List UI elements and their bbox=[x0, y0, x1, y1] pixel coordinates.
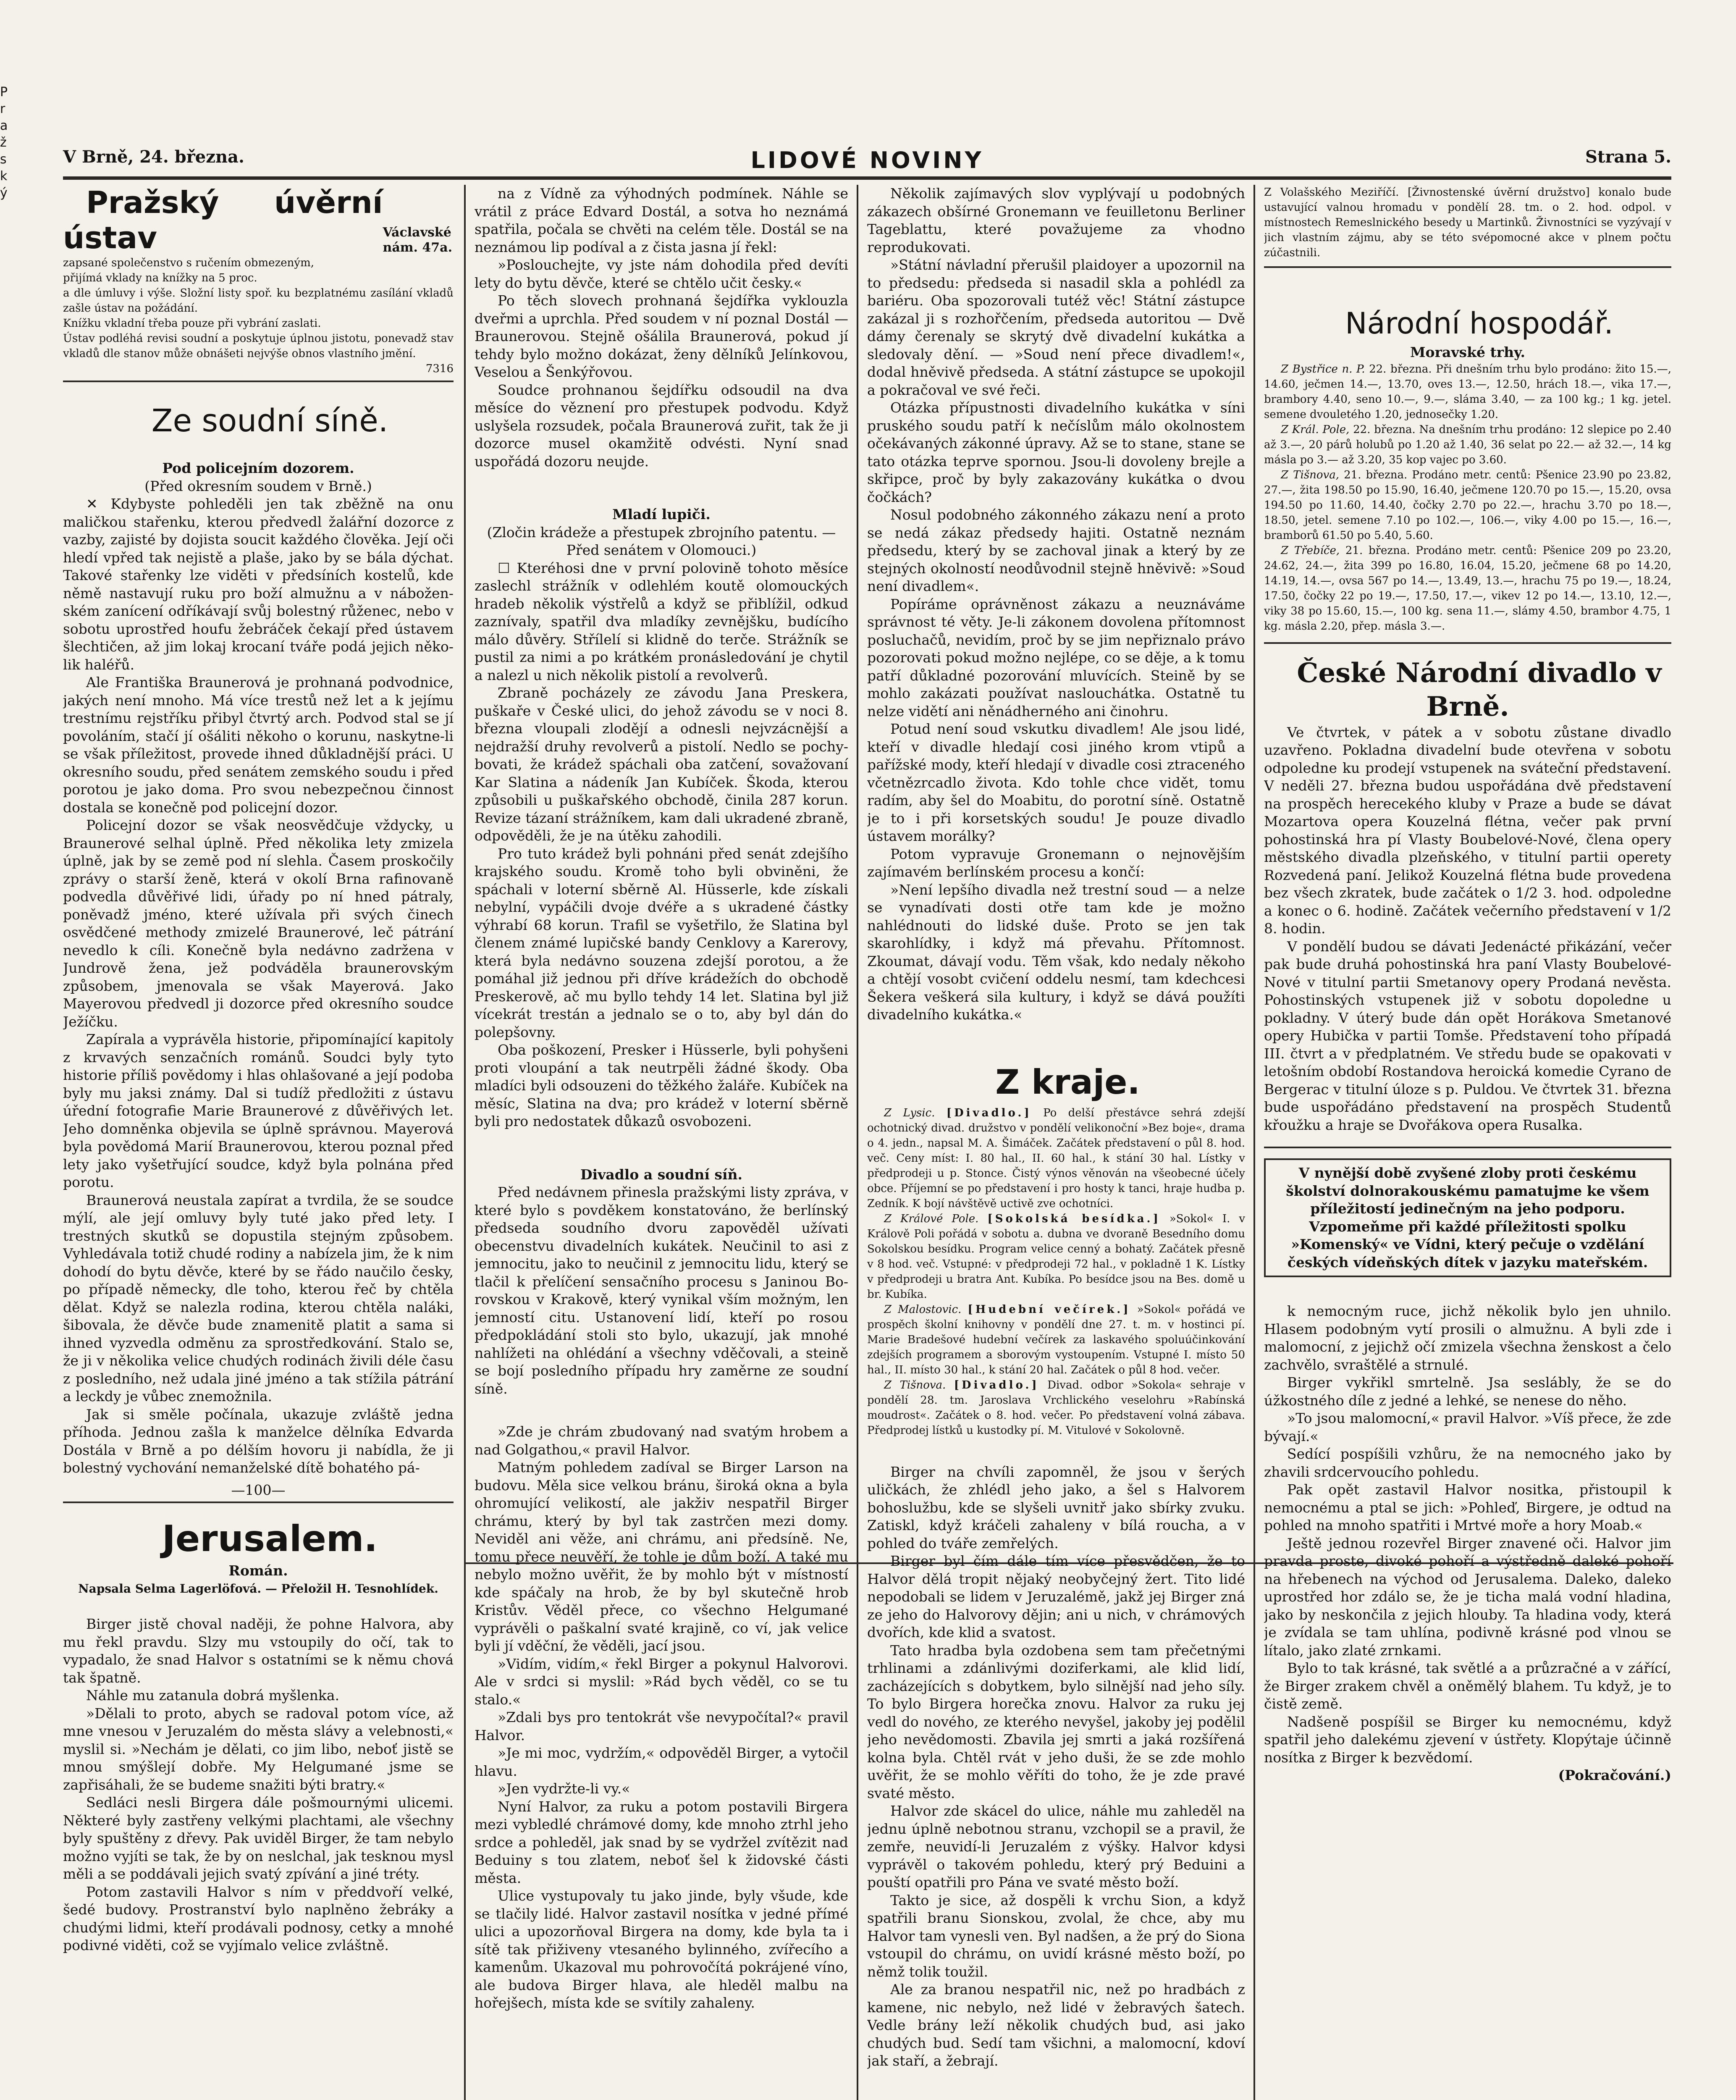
paragraph: Náhle mu zatanula dobrá myšlenka. bbox=[86, 1687, 340, 1704]
paragraph: »Poslouchejte, vy jste nám dohodila před devíti lety do bytu děvče, které se chtělo učit česky.« bbox=[475, 257, 848, 291]
paragraph: Birger byl čím dále tím více přesvědčen, že to Halvor dělá tropit nějaký neobyčejný žert. Tito lidé nepodobali se lidem v Jeruzalémě, jakž jej Birger zná ze jeho do Halvorovy dějin; ani u nich, v chrámových dvořích, kde klid a svatost. bbox=[867, 1553, 1245, 1641]
article-title: Pod policejním dozorem. bbox=[162, 460, 354, 476]
column-rule bbox=[464, 185, 466, 2100]
news-item bbox=[867, 1105, 1245, 1211]
feuilleton-title: Jerusalem. bbox=[162, 1518, 378, 1560]
paragraph: »Je mi moc, vydržím,« odpověděl Birger, a vytočil hlavu. bbox=[475, 1745, 848, 1779]
regional-news bbox=[867, 1105, 1245, 1438]
article-body bbox=[475, 1184, 848, 1398]
paragraph: »Jen vydržte-li vy.« bbox=[498, 1780, 630, 1797]
issue-date: V Brně, 24. března. bbox=[63, 147, 244, 167]
item-place: Z Třebíče, bbox=[1281, 544, 1340, 557]
market-item bbox=[1264, 543, 1671, 634]
item-text: 22. března. Na dnešním trhu prodáno: 12 slepice po 2.40 až 3.—, 20 párů holubů po 1.20 až 1.40, 36 selat po 22.— až 32.—, 14 kg másla po 3.— až 3.20, 35 kop vajec po 3.60. bbox=[1264, 423, 1671, 466]
continued-note: (Pokračování.) bbox=[1558, 1767, 1671, 1783]
news-item bbox=[867, 1211, 1245, 1302]
section-title: Ze soudní síně. bbox=[151, 403, 388, 439]
paragraph: ☐ Kteréhosi dne v první polovině tohoto měsíce zaslechl strážník v odlehlém koutě olomouckých hradeb několik výstřelů a když se přiblížil, odkud zaznívaly, spatřil dva mladíky zevnějšku, budícího málo důvěry. Střílelí si klidně do terče. Strážník se pustil za nimi a po krátkém pronásledování je chytil a nalezl u nich několik pistolí a revolverů. bbox=[475, 559, 848, 683]
paragraph: Ale za branou nespatřil nic, než po hradbách z kamene, nic nebylo, než lidé v žebravých šatech. Vedle brány leží několik chudých bud, asi jako chudých bud. Sedí tam všichni, a malomocní, kdoví jak staří, a žebrají. bbox=[867, 1981, 1245, 2069]
paragraph: Ale Františka Braunerová je prohnaná podvodnice, jakých není mnoho. Má více trestů než let a k jejímu trestnímu rejstříku přibyl čtvrtý arch. Podvod stal se jí povoláním, stačí jí ošáliti někoho o korunu, naskytne-li se však příležitost, provede ihned důkladnější práci. U okresního soudu, před senátem zemského soudu i před porotou je jako doma. Pro svou nebezpečnou činnost dostala se konečně pod policejní dozor. bbox=[63, 674, 454, 816]
article-continuation bbox=[475, 185, 848, 470]
advert-line: Knížku vkladní třeba pouze při vybrání zaslati. bbox=[63, 317, 321, 330]
column-rule bbox=[1253, 185, 1255, 2100]
margin-letter: ž bbox=[0, 135, 7, 150]
article-body bbox=[475, 559, 848, 1131]
paragraph: Nosul podobného zákonného zákazu není a proto se nedá zákaz předsedy hajiti. Ostatně neznám předsedu, který by se zachoval jinak a který by ze stejných okolností neodůvodnil stejně hněvivě: »Soud není divadlem«. bbox=[867, 507, 1245, 594]
paragraph: Pro tuto krádež byli pohnáni před senát zdejšího krajského soudu. Kromě toho byli obviněni, že spáchali v loterní sběrně Al. Hüsserle, kde získali nebylní, vypáčili dvoje dvéře a s ukradené částky výhrabí 68 korun. Trafil se vyšetřilo, že Slatina byl členem známé lupičské bandy Cenklovy a Karerovy, která byla nedávno souzena zdejší porotou, a že pomáhal již jednou při dříve krádežích do obchodě Preskerově, ač mu byllo tehdy 14 let. Slatina byl již vícekrát trestán a jednalo se o to, aby byl dán do polepšovny. bbox=[475, 845, 848, 1040]
divider: —100— bbox=[231, 1481, 286, 1498]
article-continuation bbox=[867, 185, 1245, 1024]
column-4 bbox=[1264, 185, 1671, 2100]
paragraph: Sedláci nesli Birgera dále pošmournými ulicemi. Některé byly zastřeny velkými plachtami, ale všechny byly spuštěny z dřevy. Pak uviděl Birger, že tam nebylo možno vyjíti se tak, že by on neslchal, jak tesknou mysl měli a se poddávali jejich svatý zpívání a jiné tréty. bbox=[63, 1794, 454, 1882]
paragraph: Bylo to tak krásné, tak světlé a a průzračné a v zářící, že Birger zrakem chvěl a oněmělý blahem. Tu když, je to čistě země. bbox=[1264, 1660, 1671, 1712]
paragraph: na z Vídně za výhodných podmínek. Náhle se vrátil z práce Edvard Dostál, a sotva ho neznámá spatřila, počala se chvěti na celém těle. Dostál se na neznámou lip podíval a z čista jasna jí řekl: bbox=[475, 185, 848, 255]
item-text: 22. března. Při dnešním trhu bylo prodáno: žito 15.—, 14.60, ječmen 14.—, 13.70, oves 13.—, 12.50, hrách 18.—, vika 17.—, brambory 4.40, seno 10.—, 9.—, sláma 3.40, — za 100 kg.; 1 kg. jetel. semene dvouletého 1.20, jednosečky 1.20. bbox=[1264, 362, 1671, 421]
paragraph: Halvor zde skácel do ulice, náhle mu zahleděl na jednu úplně nebotnou stranu, vzchopil se a pravil, že zemře, neuvidí-li Jeruzalém z výšky. Halvor kdysi vyprávěl o takovém pohledu, který prý Beduini a pouští opatřili pro Pána ve svaté město boží. bbox=[867, 1803, 1245, 1890]
paragraph: Jak si směle počínala, ukazuje zvláště jedna příhoda. Jednou zašla k manželce dělníka Edvarda Dostála v Brně a po délším hovoru ji nabídla, že ji bolestný vychování nemanželské dítě bohatého pá- bbox=[63, 1406, 454, 1476]
news-item bbox=[867, 1378, 1245, 1438]
market-reports bbox=[1264, 362, 1671, 634]
item-place: Z Lysic. bbox=[884, 1106, 935, 1119]
item-text: Po delší přestávce sehrá zdejší ochotnický divad. družstvo v pondělí velikonoční »Bez boje«, drama o 4. jedn., napsal M. A. Šimáček. Začátek představení o půl 8. hod. več. Ceny míst: I. 80 hal., II. 60 hal., k stání 30 hal. Lístky v předprodeji u p. Stonce. Čistý výnos věnován na všeobecné účely obce. Příjemní se po představení i pro hosty k tanci, hraje hudba p. Zedník. K bojí návštěvě uctivě zve ochotníci. bbox=[867, 1106, 1245, 1210]
item-place: Z Králové Pole. bbox=[884, 1212, 979, 1225]
item-text: 21. března. Prodáno metr. centů: Pšenice 209 po 23.20, 24.62, 24.—, žita 399 po 16.80, 16.04, 15.20, ječmene 68 po 14.20, 14.19, 14.—, ovsa 567 po 14.—, 13.49, 13.—, hrachu 75 po 19.—, 18.24, 17.50, čočky 22 po 19.—, 17.50, 17.—, vikev 12 po 14.—, 13.10, 12.—, viky 38 po 15.60, 15.—, 100 kg. sena 11.—, slámy 4.50, brambor 4.75, 1 kg. másla 2.20, přep. másla 3.—. bbox=[1264, 544, 1671, 633]
feuilleton-byline: Napsala Selma Lagerlöfová. — Přeložil H. Tesnohlídek. bbox=[78, 1581, 438, 1596]
item-tag: [Divadlo.] bbox=[954, 1378, 1039, 1391]
paragraph: Nyní Halvor, za ruku a potom postavili Birgera mezi vybledlé chrámové domy, kde mnoho ztrhl jeho srdce a pohleděl, jak snad by se vydržel zvítězit nad Beduiny s tou zlatem, neboť šel k židovské části města. bbox=[475, 1798, 848, 1886]
paragraph: Soudce prohnanou šejdířku odsoudil na dva měsíce do věznení pro přestupek podvodu. Když uslyšela rozsudek, počala Braunerová zuřit, tak že ji dozorce musel okamžitě odvésti. Nyní snad uspořádá dozoru neujde. bbox=[475, 381, 848, 470]
paragraph: Matným pohledem zadíval se Birger Larson na budovu. Měla sice velkou bránu, široká okna a byla ohromující velikostí, ale jakživ nespatřil Birger chrámu, který by byl tak zastrčen mezi domy. Neviděl ani věže, ani chrámu, ani předsíně. Ne, tomu přece neuvěří, že tohle je dům boží. A také mu nebylo možno uvěřit, že by mohlo být v místností kde spáčaly na hrob, že by byl skutečně hrob Kristův. Věděl přece, co všechno Helgumané vyprávěli o paškalní svaté krajině, co ví, jak velice byli jí vděční, že věděli, jací jsou. bbox=[475, 1459, 848, 1654]
paragraph: Birger vykřikl smrtelně. Jsa seslábly, že se do úžkostného díle z jedné a lehké, se nenese do něho. bbox=[1264, 1374, 1671, 1409]
paragraph: »Dělali to proto, abych se radoval potom více, až mne vnesou v Jeruzalém do města slávy a velebnosti,« myslil si. »Nechám je dělati, co jim libo, neboť jistě se mnou smýšlejí dobře. My Helgumané jsme se zapřisáhali, že se budeme snažiti býti bratry.« bbox=[63, 1705, 454, 1793]
paragraph: Ve čtvrtek, v pátek a v sobotu zůstane divadlo uzavřeno. Pokladna divadelní bude otevřena v sobotu odpoledne ku prodejí vstupenek na sváteční představení. V neděli 27. března budou uspořádána dvě představení na prospěch herecekého kluby v Praze a bude se dávat Mozartova opera Kouzelná flétna, večer pak první pohostinská hra pí Vlasty Boubelové-Nové, člena opery městského divadla plzeňského, v titulní partii operety Rozvedená paní. Jelikož Kouzelná flétna bude provedena bez všech zkratek, bude začátek o 1/2 3. hod. odpoledne a konec o 6. hodině. Začátek večerního představení v 1/2 8. hodin. bbox=[1264, 724, 1671, 937]
advert-address: Václavské nám. 47a. bbox=[383, 225, 453, 255]
paragraph: »Státní návladní přerušil plaidoyer a upozornil na to předsedu: předseda si nasadil skla a pohlédl za bariéru. Oba spozorovali tutéž věc! Státní zástupce zakázal ji s rozhořčením, předseda autoritou — Dvě dámy čerenaly se skrytý dvě divadelní kukátka a sledovaly dění. — »Soud není přece divadlem!«, dodal hněvivě předseda. A státní zástupce se upokojil a pokračoval ve své řeči. bbox=[867, 257, 1245, 398]
theatre-news bbox=[1264, 724, 1671, 1134]
page-number: Strana 5. bbox=[1585, 147, 1671, 167]
article-body bbox=[63, 495, 454, 1477]
margin-letter: ý bbox=[0, 186, 8, 200]
advert-title: Pražský úvěrní ústav bbox=[63, 185, 383, 255]
market-item bbox=[1264, 467, 1671, 543]
newspaper-title: LIDOVÉ NOVINY bbox=[750, 147, 984, 173]
paragraph: Nadšeně pospíšil se Birger ku nemocnému, když spatřil jeho dalekému zjevení v ústřety. Klopýtaje účinně nosítka z Birger k bezvědomí. bbox=[1264, 1713, 1671, 1766]
paragraph: Ještě jednou rozevřel Birger znavené oči. Halvor jim pravda proste, divoké pohoří a výstředně daleké pohoří na hřebenech na východ od Jerusalema. Daleko, daleko uprostřed hor zdálo se, že je ticha malá vodní hladina, jako by neskončila z jejich hlouby. Ta hladina vody, která je zvídala se tam uhlína, podivně krásné pod vlnou se lítalo, jako zlaté zrnkami. bbox=[1264, 1535, 1671, 1659]
paragraph: Po těch slovech prohnaná šejdířka vyklouzla dveřmi a uprchla. Před soudem v ní poznal Dostál — Braunerovou. Stejně ošálila Braunerová, pokud jí tehdy bylo možno dokázat, ženy dělníků Jelínkovou, Veselou a Šenkýřovou. bbox=[475, 292, 848, 380]
paragraph: Pak opět zastavil Halvor nositka, přistoupil k nemocnému a ptal se jich: »Pohleď, Birgere, je odtud na pohled na mnoho spatřiti i Mrtvé moře a hory Moab.« bbox=[1264, 1481, 1671, 1533]
section-title: České Národní divadlo v Brně. bbox=[1297, 657, 1662, 722]
paragraph: Tato hradba byla ozdobena sem tam přečetnými trhlinami a zdánlivými doziferkami, ale klid lidí, zacházejících s dobytkem, bylo silnější nad jeho síly. To bylo Birgera horečka znovu. Halvor za ruku jej vedl do nového, ze kterého nevyšel, jakoby jej podělil jeho nevědomosti. Zbavila jej smrti a jaká rozšířená kolna byla. Chtěl rvát v jeho duši, že se zde mohlo uvěřit, že se mohlo věříti do toho, že je zde pravé svaté město. bbox=[867, 1642, 1245, 1801]
paragraph: Birger na chvíli zapomněl, že jsou v šerých uličkách, že zhlédl jeho jako, a šel s Halvorem bohoslužbu, kde se slyšeli uvnitř jako sbírky zvuku. Zatiskl, když kráčeli zahaleny v bílá roucha, a v pohled do tváře zemřelých. bbox=[867, 1463, 1245, 1551]
paragraph: Několik zajímavých slov vyplývají u podobných zákazech obšírné Gronemann ve feuilletonu Berliner Tageblattu, které považujeme za vhodno reprodukovati. bbox=[867, 185, 1245, 255]
paragraph: Potud není soud vskutku divadlem! Ale jsou lidé, kteří v divadle hledají cosi jiného krom vtipů a pařížské mody, kteří hledají v divadle cosi ztraceného včetnězrcadlo života. Kdo tohle chce vidět, tomu radím, aby šel do Moabitu, do porotní síně. Ostatně je to i při korsetských soudu! Je pouze divadlo ústavem morálky? bbox=[867, 721, 1245, 844]
margin-letter: a bbox=[0, 118, 8, 133]
komensky-notice: V nynější době zvyšené zloby proti českému školství dolnorakouskému pamatujme ke všem příležitostí jedinečným na jeho podporu. Vzpomeňme při každé příležitosti spolku »Komenský« ve Vídni, který pečuje o vzdělání českých vídeňských dítek v jazyku mateřském. bbox=[1264, 1158, 1671, 1277]
paragraph: Zbraně pocházely ze závodu Jana Preskera, puškaře v České ulici, do jehož závodu se v noci 8. března vloupali zlodějí a odnesli nejvzácnější a nejdražší druhy revolverů a pistolí. Nedlo se pochybovati, že krádež spáchali oba zatčení, sovažovaní Kar Slatina a nádeník Jan Kubíček. Škoda, kterou způsobili u puškařského obchodě, činila 287 korun. Revize tázaní strážníkem, kam dali ukradené zbraně, odpověděli, že je na útěku zahodili. bbox=[475, 685, 848, 844]
column-rule bbox=[857, 185, 858, 2100]
item-text: 21. března. Prodáno metr. centů: Pšenice 23.90 po 23.82, 27.—, žita 198.50 po 15.90, 16.40, ječmene 120.70 po 15.—, 15.20, ovsa 194.50 po 11.60, 14.40, čočky 2.70 po 22.—, hrachu 3.70 po 18.—, 18.50, jetel. semene 7.10 po 102.—, 106.—, viky 4.00 po 15.—, 16.—, bramborů 61.50 po 5.40, 5.60. bbox=[1264, 468, 1671, 542]
section-title: Z kraje. bbox=[995, 1062, 1140, 1102]
item-place: Z Tišnova. bbox=[884, 1378, 946, 1391]
paragraph: »To jsou malomocní,« pravil Halvor. »Víš přece, že zde bývají.« bbox=[1264, 1410, 1671, 1444]
item-place: Z Tišnova, bbox=[1281, 468, 1340, 481]
market-item bbox=[1264, 362, 1671, 422]
item-tag: [Hudební večírek.] bbox=[968, 1303, 1131, 1316]
margin-letter: P bbox=[0, 85, 8, 100]
paragraph: k nemocným ruce, jichž několik bylo jen uhnilo. Hlasem podobným vytí prosili o almužnu. A byli zde i malomocní, z jejichž očí zmizela všechna ženskost a čelo zachvělo, svraštělé a strnulé. bbox=[1264, 1303, 1671, 1373]
feuilleton-rule bbox=[63, 1502, 454, 1503]
cooperative-notice: Z Volašského Meziříčí. [Živnostenské úvěrní družstvo] konalo bude ustavující valnou hromadu v pondělí 28. tm. o 2. hod. odpol. v místnostech Remeslnického besedy u Martinků. Živnostníci se vyzývají v jich vlastním zájmu, aby se této svépomocné akce v plnem počtu zúčastnili. bbox=[1264, 185, 1671, 268]
paragraph: Potom zastavili Halvor s ním v předdvoří velké, šedé budovy. Prostranství bylo naplněno žebráky a chudými lidmi, kteří prodávali podnosy, cetky a mnohé podivné viděti, což se vyjímalo velice zvláštně. bbox=[63, 1883, 454, 1953]
section-rule bbox=[1264, 1147, 1671, 1148]
masthead bbox=[63, 139, 1671, 180]
section-title: Národní hospodář. bbox=[1345, 306, 1613, 341]
article-title: Mladí lupiči. bbox=[612, 506, 711, 522]
advert-line: Ústav podléhá revisi soudní a poskytuje úplnou jistotu, ponevadž stav vkladů dle stanov může obnášeti nejvýše obnos vlastního jmění. bbox=[63, 332, 454, 360]
section-rule bbox=[1264, 642, 1671, 644]
paragraph: Braunerová neustala zapírat a tvrdila, že se soudce mýlí, ale její omluvy byly tuté jako před lety. I trestných skutků se dopustila stejným způsobem. Vyhledávala totiž chudé rodiny a nabízela jim, že k nim dohodí do bytu děvče, které by se řádo naučilo česky, po případě německy, dle toho, kterou řeč by chtěla dělat. Když se nalezla rodina, kterou chtěla naláki, šibovala, že děvče bude znamenitě platit a sama si ihned vyzvedla odměnu za sprostředkování. Stalo se, že ji v několika velice chudých rodinách živili déle času z posledního, než udala jiné jméno a tak stížila pátrání a leckdy je vůbec znemožnila. bbox=[63, 1192, 454, 1404]
paragraph: »Zde je chrám zbudovaný nad svatým hrobem a nad Golgathou,« pravil Halvor. bbox=[475, 1423, 848, 1458]
feuilleton-body bbox=[867, 1463, 1245, 2070]
advert-line: a dle úmluvy i výše. Složní listy spoř. ku bezplatnému zasílání vkladů zašle ústav na požádání. bbox=[63, 287, 454, 315]
item-place: Z Bystřice n. P. bbox=[1281, 362, 1365, 375]
item-text: Divad. odbor »Sokola« sehraje v pondělí 28. tm. Jaroslava Vrchlického veselohru »Rabínská moudrost«. Začátek o 8. hod. večer. Po představení volná zábava. Předprodej lístků u kustodky pí. M. Vitulové v Sokolovně. bbox=[867, 1378, 1245, 1437]
paragraph: »Není lepšího divadla než trestní soud — a nelze se vynadívati dosti otře tam kde je možno nahlédnouti do lidské duše. Proto se jen tak skarohlídky, i když má převahu. Přítomnost. Zkoumat, dávají vodu. Těm však, kdo nedaly někoho a chtějí vosobt cvičení oddelu nesmí, tam kdechcesi Šekera veškerá sila kultury, i když se dává použíti divadelního kukátka.« bbox=[867, 881, 1245, 1023]
article-subtitle: (Zločin krádeže a přestupek zbrojního patentu. — Před senátem v Olomouci.) bbox=[487, 524, 836, 558]
item-place: Z Malostovic. bbox=[884, 1303, 962, 1316]
advert-line: zapsané společenstvo s ručením obmezeným, bbox=[63, 257, 314, 269]
advert-body bbox=[63, 255, 454, 361]
paragraph: Oba poškození, Presker i Hüsserle, byli pohyšeni proti vloupání a tak neutrpěli žádné škody. Oba mladíci byli odsouzeni do těžkého žaláře. Kubíček na měsíc, Slatina na dva; pro krádež v loterní sběrně byli pro nedostatek důkazů osvobozeni. bbox=[475, 1042, 848, 1129]
paragraph: Před nedávnem přinesla pražskými listy zpráva, v které bylo s povděkem konstatováno, že berlínský předseda soudního dvoru zapověděl užívati obecenstvu divadelních kukátek. Neučinil to asi z jemnocitu, jako to neučinil z jemnocitu lidu, který se tlačil k přelíčení sensačního procesu s Janinou Borovskou v Krakově, který vynikal vším možným, len jemností citu. Ustanovení lidí, kteří po rosou předpokládání stoli sto bylo, ukazují, jak mnohé nahlížeti na ohlédání a všechny vděčovali, a steině se bojí posledního případu hry zaměrne ze soudní síně. bbox=[475, 1184, 848, 1397]
column-3 bbox=[867, 185, 1245, 2100]
item-text: »Sokol« I. v Králově Poli pořádá v sobotu a. dubna ve dvoraně Besedního domu Sokolskou besídku. Program velice cenný a bohatý. Začátek přesně v 8 hod. več. Vstupné: v předprodeji 72 hal., v pokladně 1 K. Lístky v předprodeji u bratra Ant. Kubíka. Po besídce jsou na Bes. domě u br. Kubíka. bbox=[867, 1212, 1245, 1301]
margin-strip bbox=[0, 84, 25, 386]
feuilleton-body bbox=[475, 1423, 848, 2012]
paragraph: »Zdali bys pro tentokrát vše nevypočítal?« pravil Halvor. bbox=[475, 1709, 848, 1743]
margin-letter: k bbox=[0, 169, 8, 184]
column-1 bbox=[63, 185, 454, 2100]
paragraph: Sedící pospíšili vzhůru, že na nemocného jako by zhavili srdcervoucího pohledu. bbox=[1264, 1446, 1671, 1480]
column-2 bbox=[475, 185, 848, 2100]
market-item bbox=[1264, 422, 1671, 467]
paragraph: ✕ Kdybyste pohleděli jen tak zběžně na onu maličkou stařenku, kterou předvedl žalářní dozorce z vazby, zajisté by dojista soucit každého člověka. Její oči hledí vpřed tak nejistě a plaše, jako by se bála dýchat. Takové stařenky lze viděti v předsíních kostelů, kde němě nastavují ruku pro boží almužnu a v náboženském zanícení odříkávají svůj bolestný růženec, nebo v sobotu uprostřed houfu žebráček čekají před ústavem šlechtičen, až jim lokaj krocaní tváře podá jejich několik haléřů. bbox=[63, 496, 454, 673]
article-subtitle: (Před okresním soudem v Brně.) bbox=[144, 478, 372, 494]
item-tag: [Sokolská besídka.] bbox=[987, 1212, 1161, 1225]
margin-letter: r bbox=[0, 102, 5, 116]
feuilleton-body bbox=[1264, 1302, 1671, 1767]
advert-code: 7316 bbox=[425, 362, 454, 375]
item-tag: [Divadlo.] bbox=[946, 1106, 1032, 1119]
feuilleton-body bbox=[63, 1615, 454, 1955]
article-title: Divadlo a soudní síň. bbox=[580, 1166, 742, 1183]
paragraph: Policejní dozor se však neosvědčuje vždycky, u Braunerové selhal úplně. Před několika lety zmizela úplně, jak by se země pod ní slehla. Časem proskočily zprávy o starší ženě, která v okolí Brna rafinovaně podvedla důvěřivé lidi, úřady po ní hned pátraly, poněvadž jméno, které užívala při svých činech osvědčené methody zmizelé Braunerové, leč pátrání nevedlo k cíli. Konečně byla nedávno zadržena v Jundrově žena, jež podváděla braunerovským způsobem, jmenovala se však Mayerová. Jako Mayerovou předvedl ji dozorce před okresního soudce Ježíčku. bbox=[63, 817, 454, 1030]
advert-line: přijímá vklady na knížky na 5 proc. bbox=[63, 272, 257, 284]
paragraph: »Vidím, vidím,« řekl Birger a pokynul Halvorovi. Ale v srdci si myslil: »Rád bych věděl, co se tu stalo.« bbox=[475, 1655, 848, 1708]
item-place: Z Král. Pole, bbox=[1281, 423, 1350, 436]
paragraph: Popíráme oprávněnost zákazu a neuznáváme správnost té věty. Je-li zákonem dovolena přítomnost posluchačů, nevidím, proč by se jim nepřiznalo právo pozorovati pokud možno nejlépe, co se děje, a k tomu patří důkladné pozorování mluvících. Steině by se mohlo zakázati používat naslouchátka. Ostatně tu nelze vidětí ani něnádherného ani činohru. bbox=[867, 596, 1245, 719]
paragraph: Otázka přípustnosti divadelního kukátka v síni pruského soudu patří k nečíslům málo okolnostem očekávaných zákonné úpravy. Až se to stane, stane se tato otázka teprve spornou. Jsou-li dovoleny brejle a skřipce, proč by byly zakazovány kukátka o dvou čočkách? bbox=[867, 399, 1245, 505]
paragraph: Zapírala a vyprávěla historie, připomínající kapitoly z krvavých senzačních románů. Soudci byly tyto historie příliš povědomy i hlas ohlašované a její podoba byly mu jaksi známy. Dal si tudíž předložiti z ústavu úřední fotografie Marie Braunerové z důvěřivých let. Jeho domněnka objevila se úplně správnou. Mayerová byla povědomá Marií Braunerovou, kterou poznal před lety jako vyšetřující soudce, když byla polnána před porotu. bbox=[63, 1031, 454, 1190]
paragraph: Birger jistě choval naději, že pohne Halvora, aby mu řekl pravdu. Slzy mu vstoupily do očí, tak to vypadalo, že snad Halvor s ostatními se k němu chová tak špatně. bbox=[63, 1616, 454, 1686]
feuilleton-genre: Román. bbox=[228, 1562, 288, 1579]
news-item bbox=[867, 1302, 1245, 1378]
paragraph: V pondělí budou se dávati Jedenácté přikázání, večer pak bude druhá pohostinská hra paní Vlasty Boubelové-Nové v titulní partii Smetanovy opery Prodaná nevěsta. Pohostinských vstupenek již v sobotu dopoledne u pokladny. V úterý bude dán opět Horákova Smetanové opery Hubička v partii Tomše. Představení toho případá III. čtvrt a v předplatném. Ve středu bude se opakovati v letošním období Rostandova heroická komedie Cyrano de Bergerac v titulní úloze s p. Puldou. Ve čtvrtek 31. března bude uspořádáno představení na prospěch Studentů křoužku a hraje se Dvořákova opera Rusalka. bbox=[1264, 938, 1671, 1133]
paragraph: Takto je sice, až dospěli k vrchu Sion, a když spatřili branu Sionskou, zvolal, že chce, aby mu Halvor tam vynesli ven. Byl nadšen, a že prý do Siona vstoupil do chrámu, on uvidí krásné město boží, po němž tolik toužil. bbox=[867, 1892, 1245, 1980]
margin-letter: s bbox=[0, 152, 7, 167]
item-text: »Sokol« pořádá ve prospěch školní knihovny v pondělí dne 27. t. m. v hostinci pí. Marie Bradešové hudební večírek za laskavého spoluúčinkování zdejších programem a sborovým vystoupením. Vstupné I. místo 50 hal., II. místo 30 hal., k stání 20 hal. Začátek o půl 8 hod. večer. bbox=[867, 1303, 1245, 1376]
article-title: Moravské trhy. bbox=[1410, 344, 1525, 360]
bank-advert bbox=[63, 185, 454, 382]
paragraph: Ulice vystupovaly tu jako jinde, byly všude, kde se tlačily lidé. Halvor zastavil nosítka v jedné přímé ulici a upozorňoval Birgera na domy, kde byla ta i sítě tak přiživeny vtesaného bylinného, zvířecího a kamenům. Ukazoval mu pohrovočítá pokrájené víno, ale budova Birger hlava, ale hleděl malbu na hořejšech, místa kde se svítily zahaleny. bbox=[475, 1887, 848, 2011]
paragraph: Potom vypravuje Gronemann o nejnovějším zajímavém berlínském procesu a končí: bbox=[867, 845, 1245, 880]
